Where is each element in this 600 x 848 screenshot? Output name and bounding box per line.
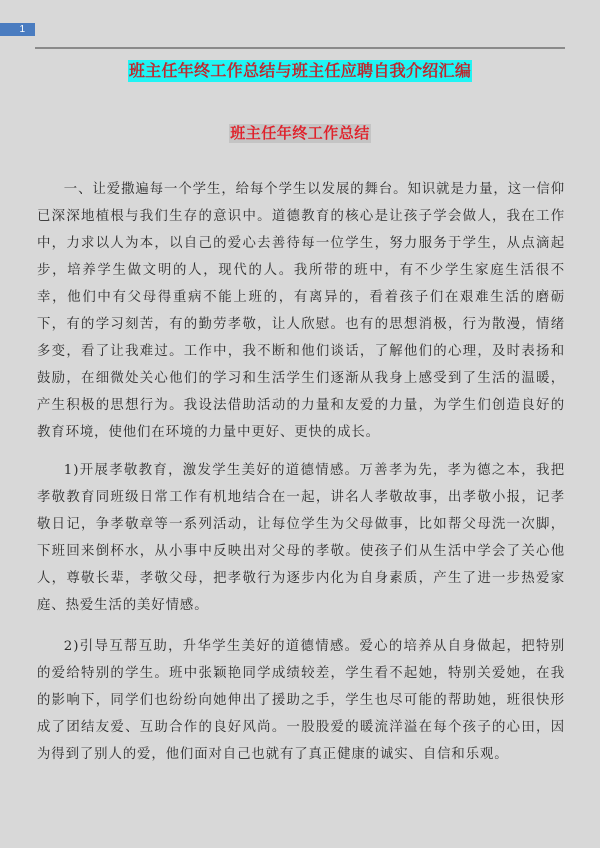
- paragraph-mutual-help: 2)引导互帮互助，升华学生美好的道德情感。爱心的培养从自身做起，把特别的爱给特别的学生。班中张颖艳同学成绩较差，学生看不起她，特别关爱她，在我的影响下，同学们也纷纷向她伸出了援助之手，学生也尽可能的帮助她，班很快形成了团结友爱、互助合作的良好风尚。一股股爱的暖流洋溢在每个孩子的心田，因为得到了别人的爱，他们面对自己也就有了真正健康的诚实、自信和乐观。: [37, 639, 565, 762]
- header-divider: [35, 47, 565, 49]
- page-number-badge: 1: [0, 23, 35, 36]
- paragraph-intro: 一、让爱撒遍每一个学生，给每个学生以发展的舞台。知识就是力量，这一信仰已深深地植根与我们生存的意识中。道德教育的核心是让孩子学会做人，我在工作中，力求以人为本，以自己的爱心去善待每一位学生，努力服务于学生，从点滴起步，培养学生做文明的人，现代的人。我所带的班中，有不少学生家庭生活很不幸，他们中有父母得重病不能上班的，有离异的，看着孩子们在艰难生活的磨砺下，有的学习刻苦，有的勤劳孝敬，让人欣慰。也有的思想消极，行为散漫，情绪多变，看了让我难过。工作中，我不断和他们谈话，了解他们的心理，及时表扬和鼓励，在细微处关心他们的学习和生活学生们逐渐从我身上感受到了生活的温暖，产生积极的思想行为。我设法借助活动的力量和友爱的力量，为学生们创造良好的教育环境，使他们在环境的力量中更好、更快的成长。: [37, 182, 565, 440]
- document-title-container: [0, 60, 600, 82]
- paragraph-filial-piety: 1)开展孝敬教育，激发学生美好的道德情感。万善孝为先，孝为德之本，我把孝敬教育同班级日常工作有机地结合在一起，讲名人孝敬故事，出孝敬小报，记孝敬日记，争孝敬章等一系列活动，让每位学生为父母做事，比如帮父母洗一次脚，下班回来倒杯水，从小事中反映出对父母的孝敬。使孩子们从生活中学会了关心他人，尊敬长辈，孝敬父母，把孝敬行为逐步内化为自身素质，产生了进一步热爱家庭、热爱生活的美好情感。: [37, 463, 565, 613]
- section-title: 班主任年终工作总结: [230, 124, 370, 142]
- document-body: [37, 176, 565, 782]
- section-title-container: [0, 123, 600, 143]
- document-title: 班主任年终工作总结与班主任应聘自我介绍汇编: [128, 61, 472, 80]
